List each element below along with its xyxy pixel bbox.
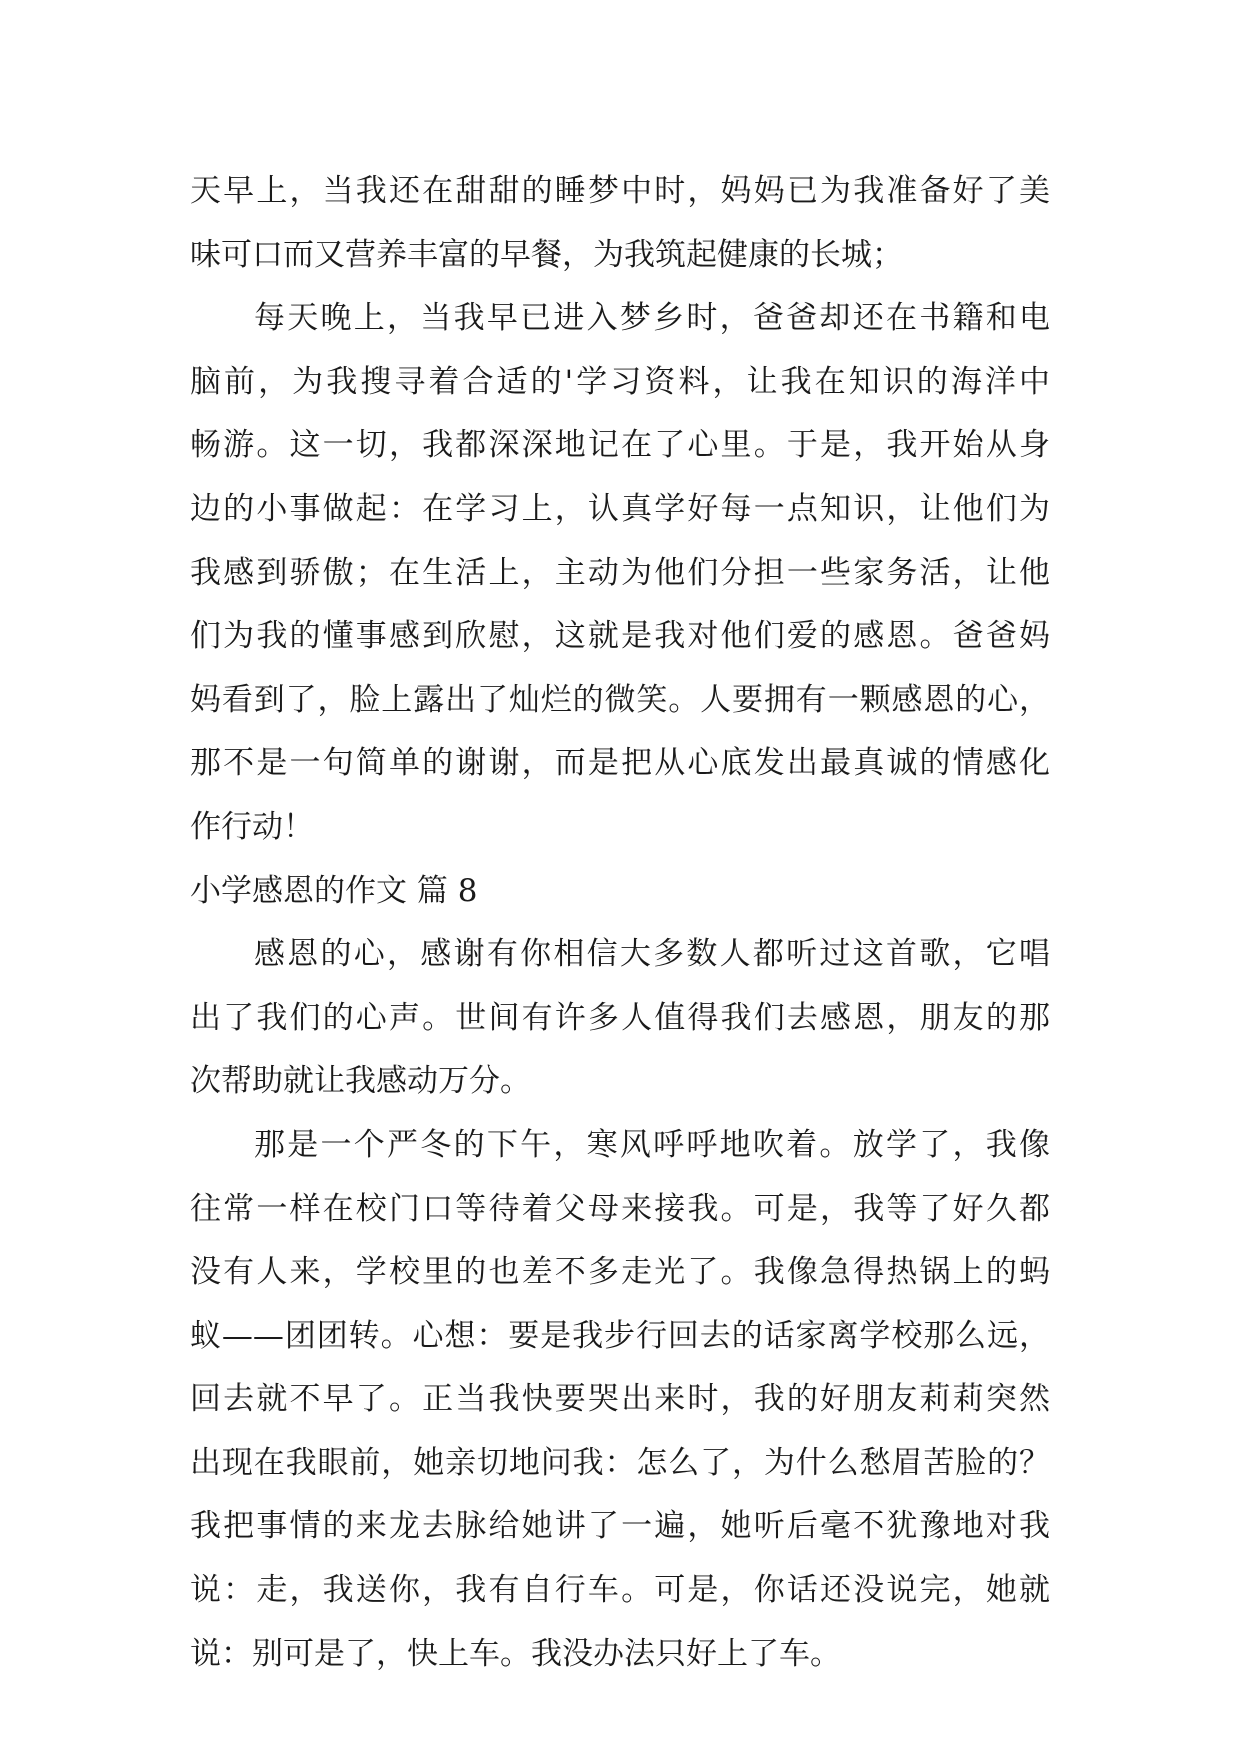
text-line: 出现在我眼前，她亲切地问我：怎么了，为什么愁眉苦脸的？ bbox=[190, 1444, 1050, 1481]
paragraph bbox=[190, 923, 1050, 1114]
text-line: 作行动！ bbox=[190, 808, 314, 845]
text-line: 我把事情的来龙去脉给她讲了一遍，她听后毫不犹豫地对我 bbox=[190, 1508, 1050, 1545]
text-line: 出了我们的心声。世间有许多人值得我们去感恩，朋友的那 bbox=[190, 999, 1050, 1036]
text-line: 感恩的心，感谢有你相信大多数人都听过这首歌，它唱 bbox=[254, 936, 1050, 973]
document-body bbox=[190, 160, 1050, 1686]
section-heading: 小学感恩的作文 篇 8 bbox=[190, 872, 478, 909]
text-line: 那不是一句简单的谢谢，而是把从心底发出最真诚的情感化 bbox=[190, 745, 1050, 782]
text-line: 回去就不早了。正当我快要哭出来时，我的好朋友莉莉突然 bbox=[190, 1381, 1050, 1418]
text-line: 每天晚上，当我早已进入梦乡时，爸爸却还在书籍和电 bbox=[254, 300, 1050, 337]
paragraph bbox=[190, 1114, 1050, 1686]
text-line: 次帮助就让我感动万分。 bbox=[190, 1063, 531, 1100]
paragraph bbox=[190, 160, 1050, 287]
text-line: 蚁——团团转。心想：要是我步行回去的话家离学校那么远， bbox=[190, 1317, 1050, 1354]
text-line: 畅游。这一切，我都深深地记在了心里。于是，我开始从身 bbox=[190, 427, 1050, 464]
text-line: 那是一个严冬的下午，寒风呼呼地吹着。放学了，我像 bbox=[254, 1126, 1050, 1163]
text-line: 边的小事做起：在学习上，认真学好每一点知识，让他们为 bbox=[190, 490, 1050, 527]
text-line: 说：走，我送你，我有自行车。可是，你话还没说完，她就 bbox=[190, 1572, 1050, 1609]
text-line: 说：别可是了，快上车。我没办法只好上了车。 bbox=[190, 1635, 841, 1672]
text-line: 妈看到了，脸上露出了灿烂的微笑。人要拥有一颗感恩的心， bbox=[190, 681, 1050, 718]
text-line: 往常一样在校门口等待着父母来接我。可是，我等了好久都 bbox=[190, 1190, 1050, 1227]
text-line: 味可口而又营养丰富的早餐，为我筑起健康的长城； bbox=[190, 236, 903, 273]
text-line: 没有人来，学校里的也差不多走光了。我像急得热锅上的蚂 bbox=[190, 1254, 1050, 1291]
paragraph bbox=[190, 287, 1050, 859]
text-line: 脑前，为我搜寻着合适的'学习资料，让我在知识的海洋中 bbox=[190, 363, 1050, 400]
text-line: 们为我的懂事感到欣慰，这就是我对他们爱的感恩。爸爸妈 bbox=[190, 618, 1050, 655]
text-line: 我感到骄傲；在生活上，主动为他们分担一些家务活，让他 bbox=[190, 554, 1050, 591]
text-line: 天早上，当我还在甜甜的睡梦中时，妈妈已为我准备好了美 bbox=[190, 173, 1050, 209]
